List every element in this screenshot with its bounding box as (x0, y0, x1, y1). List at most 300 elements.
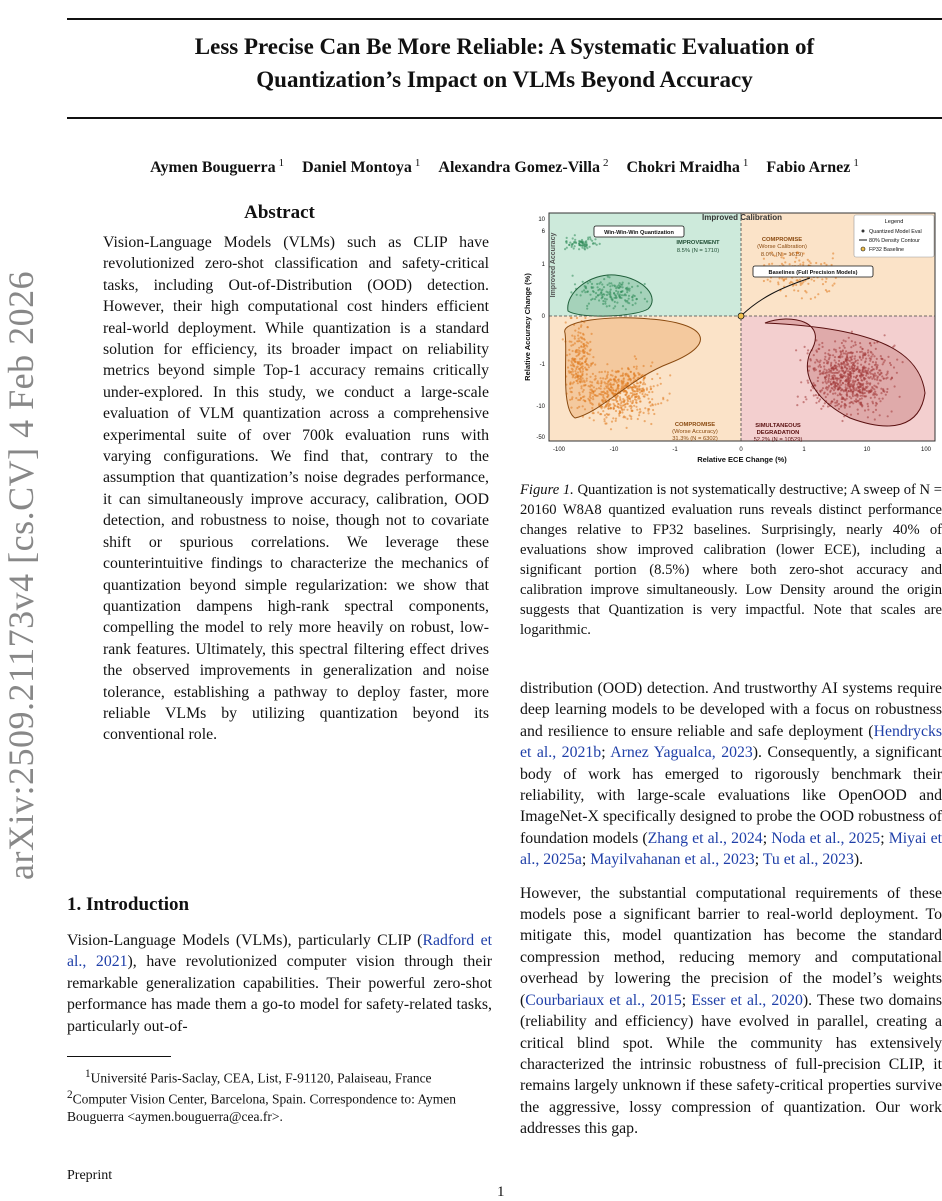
data-point (582, 281, 584, 283)
data-point (825, 289, 827, 291)
data-point (631, 392, 633, 394)
data-point (627, 400, 629, 402)
data-point (884, 334, 886, 336)
data-point (669, 393, 671, 395)
data-point (818, 400, 820, 402)
data-point (799, 263, 801, 265)
data-point (617, 403, 619, 405)
data-point (646, 394, 648, 396)
data-point (828, 290, 830, 292)
data-point (785, 295, 787, 297)
abstract-section (67, 200, 492, 746)
data-point (827, 405, 829, 407)
data-point (783, 279, 785, 281)
y-tick-label: -50 (536, 435, 545, 441)
data-point (793, 289, 795, 291)
data-point (660, 402, 662, 404)
data-point (781, 278, 783, 280)
data-point (805, 398, 807, 400)
data-point (597, 411, 599, 413)
x-tick-label: 1 (802, 447, 806, 453)
data-point (815, 262, 817, 264)
footnotes (67, 1066, 492, 1126)
data-point (612, 417, 614, 419)
data-point (643, 395, 645, 397)
data-point (851, 331, 853, 333)
citation-link[interactable]: Noda et al., 2025 (771, 829, 881, 847)
legend-baseline-icon (861, 247, 865, 251)
data-point (814, 296, 816, 298)
data-point (651, 391, 653, 393)
data-point (657, 384, 659, 386)
data-point (613, 399, 615, 401)
data-point (815, 402, 817, 404)
data-point (642, 383, 644, 385)
footnote-affiliation-1: $^1$Université Paris-Saclay, CEA, List, F-91120, Palaiseau, France (85, 1068, 432, 1086)
legend-title: Legend (884, 219, 904, 225)
data-point (637, 382, 639, 384)
x-tick-label: -100 (552, 447, 566, 453)
data-point (574, 234, 576, 236)
data-point (572, 237, 574, 239)
data-point (638, 414, 640, 416)
quadrant-sublabel: (Worse Accuracy) (672, 429, 718, 435)
data-point (644, 383, 646, 385)
x-tick-label: 10 (863, 447, 871, 453)
data-point (622, 405, 624, 407)
data-point (583, 248, 585, 250)
citation-link[interactable]: Esser et al., 2020 (691, 991, 803, 1009)
data-point (810, 262, 812, 264)
citation-link[interactable]: Courbariaux et al., 2015 (525, 991, 682, 1009)
data-point (634, 396, 636, 398)
data-point (651, 378, 653, 380)
x-tick-label: 100 (920, 447, 932, 453)
data-point (627, 395, 629, 397)
data-point (575, 241, 577, 243)
data-point (630, 400, 632, 402)
data-point (660, 383, 662, 385)
data-point (817, 293, 819, 295)
x-tick-label: 0 (739, 447, 743, 453)
data-point (578, 240, 580, 242)
data-point (816, 397, 818, 399)
data-point (566, 237, 568, 239)
data-point (792, 285, 794, 287)
data-point (614, 405, 616, 407)
data-point (590, 238, 592, 240)
data-point (647, 408, 649, 410)
x-tick-label: -1 (672, 447, 678, 453)
data-point (603, 406, 605, 408)
data-point (648, 391, 650, 393)
abstract-heading: Abstract (244, 202, 315, 223)
data-point (785, 278, 787, 280)
data-point (794, 261, 796, 263)
data-point (652, 404, 654, 406)
data-point (768, 263, 770, 265)
quadrant-label: COMPROMISE (761, 237, 803, 243)
data-point (777, 281, 779, 283)
data-point (565, 321, 567, 323)
data-point (620, 406, 622, 408)
data-point (601, 407, 603, 409)
data-point (769, 280, 771, 282)
data-point (605, 422, 607, 424)
quadrant-stats: 31.3% (N = 6302) (672, 436, 718, 442)
data-point (611, 421, 613, 423)
data-point (821, 278, 823, 280)
data-point (648, 412, 650, 414)
author: Daniel Montoya $^1$ (302, 157, 421, 177)
data-point (579, 244, 581, 246)
callout-win-win-win: Win-Win-Win Quantization (604, 230, 674, 236)
citation-link[interactable]: Tu et al., 2023 (762, 851, 854, 869)
data-point (648, 398, 650, 400)
data-point (803, 401, 805, 403)
data-point (644, 420, 646, 422)
data-point (618, 415, 620, 417)
data-point (797, 290, 799, 292)
legend (854, 215, 934, 257)
data-point (594, 238, 596, 240)
data-point (615, 420, 617, 422)
caption-label: Figure 1. (520, 482, 574, 498)
quadrant-label: SIMULTANEOUS (755, 423, 801, 429)
y-tick-label: 1 (541, 262, 545, 268)
footnote-correspondence: Correspondence to: Aymen Bouguerra <aymen.bouguerra@cea.fr>. (67, 1091, 456, 1124)
quadrant-sublabel: DEGRADATION (756, 430, 800, 436)
data-point (796, 404, 798, 406)
data-point (613, 406, 615, 408)
data-point (637, 397, 639, 399)
data-point (790, 281, 792, 283)
section-heading-introduction: 1. Introduction (67, 894, 190, 915)
data-point (602, 410, 604, 412)
data-point (815, 394, 817, 396)
introduction-text: Vision-Language Models (VLMs), particularly CLIP (Radford et al., 2021), have revolutionized computer vision through their remarkable generalization capabilities. Their powerful zero-shot performance has made them a go-to model for safety-related tasks, particularly out-of- (67, 932, 492, 1035)
data-point (584, 245, 586, 247)
data-point (636, 387, 638, 389)
data-point (789, 263, 791, 265)
footnote-rule (67, 1056, 171, 1057)
data-point (802, 264, 804, 266)
quadrant-sublabel: (Worse Calibration) (757, 244, 807, 250)
data-point (825, 281, 827, 283)
data-point (629, 398, 631, 400)
citation-link[interactable]: Arnez Yagualca, 2023 (610, 744, 753, 762)
citation-link[interactable]: Mayilvahanan et al., 2023 (590, 851, 755, 869)
data-point (807, 352, 809, 354)
quadrant-label: IMPROVEMENT (676, 240, 720, 246)
data-point (822, 283, 824, 285)
data-point (629, 405, 631, 407)
data-point (640, 400, 642, 402)
data-point (644, 283, 646, 285)
data-point (622, 416, 624, 418)
data-point (639, 411, 641, 413)
paragraph: However, the substantial computational requirements of these models pose a significant barrier to real-world deployment. To mitigate this, model quantization has become the standard compression method, reducing memory and computational overhead by lowering the precision of the model’s weights (Courbariaux et al., 2015; Esser et al., 2020). These two domains (reliability and efficiency) have evolved in parallel, creating a critical blind spot. While the community has extensively characterized the intrinsic robustness of full-precision CLIP, it remains largely unknown if these safety-critical properties survive the aggressive, lossy compression of quantization. Our work addresses this gap. (520, 884, 942, 1138)
data-point (802, 281, 804, 283)
data-point (616, 401, 618, 403)
data-point (807, 382, 809, 384)
title-top-rule (67, 18, 942, 20)
data-point (623, 401, 625, 403)
data-point (633, 405, 635, 407)
data-point (604, 414, 606, 416)
data-point (801, 297, 803, 299)
data-point (639, 391, 641, 393)
citation-link[interactable]: Radford et al., 2021 (67, 932, 492, 971)
data-point (784, 261, 786, 263)
figure-1-caption: Figure 1. Quantization is not systematically destructive; A sweep of N = 20160 W8A8 quantized evaluation runs reveals distinct performance changes relative to FP32 baselines. Surprisingly, nearly 40% of evaluations show improved calibration (lower ECE), including a significant portion (8.5%) where both zero-shot accuracy and calibration improve simultaneously. Low Density around the origin suggests that Quantization is very impactful. Note that scales are logarithmic. (520, 482, 942, 638)
data-point (634, 386, 636, 388)
data-point (763, 280, 765, 282)
data-point (654, 403, 656, 405)
data-point (804, 346, 806, 348)
data-point (795, 349, 797, 351)
data-point (800, 282, 802, 284)
data-point (823, 262, 825, 264)
data-point (650, 386, 652, 388)
data-point (621, 411, 623, 413)
legend-entry: FP32 Baseline (869, 247, 905, 253)
data-point (581, 242, 583, 244)
data-point (594, 242, 596, 244)
data-point (820, 263, 822, 265)
fp32-baseline-marker (738, 313, 744, 319)
citation-link[interactable]: Hendrycks et al., 2021b (520, 722, 942, 762)
data-point (807, 283, 809, 285)
footnote-affiliation-2: $^2$Computer Vision Center, Barcelona, Spain. Correspondence to: Aymen Bouguerra <aymen.bouguerra@cea.fr>. (67, 1089, 456, 1124)
data-point (586, 244, 588, 246)
introduction-text-continued (520, 678, 942, 1152)
data-point (644, 407, 646, 409)
data-point (825, 278, 827, 280)
data-point (569, 242, 571, 244)
data-point (624, 406, 626, 408)
data-point (584, 317, 586, 319)
data-point (586, 247, 588, 249)
data-point (797, 396, 799, 398)
data-point (619, 404, 621, 406)
citation-link[interactable]: Zhang et al., 2024 (647, 829, 763, 847)
data-point (574, 245, 576, 247)
data-point (608, 403, 610, 405)
legend-entry: 80% Density Contour (869, 238, 920, 244)
data-point (807, 349, 809, 351)
quadrant-stats: 52.2% (N = 10529) (753, 437, 803, 443)
data-point (566, 247, 568, 249)
data-point (819, 398, 821, 400)
data-point (587, 237, 589, 239)
data-point (630, 407, 632, 409)
data-point (662, 397, 664, 399)
data-point (626, 402, 628, 404)
data-point (610, 428, 612, 430)
data-point (572, 275, 574, 277)
paper-title: Less Precise Can Be More Reliable: A Systematic Evaluation of Quantization’s Impact on VLMs Beyond Accuracy (194, 34, 815, 92)
data-point (635, 406, 637, 408)
data-point (636, 390, 638, 392)
data-point (641, 393, 643, 395)
quadrant-stats: 8.5% (N = 1710) (676, 248, 720, 254)
data-point (632, 402, 634, 404)
author: Chokri Mraidha $^1$ (626, 157, 749, 177)
figure-1-scatter-plot (520, 203, 942, 468)
data-point (576, 317, 578, 319)
legend-entry: Quantized Model Eval (869, 229, 922, 235)
data-point (800, 381, 802, 383)
data-point (811, 278, 813, 280)
data-point (609, 407, 611, 409)
abstract-text: Vision-Language Models (VLMs) such as CLIP have revolutionized zero-shot classification and safety-critical tasks, including Out-of-Distribution (OOD) detection. However, their high computational cost hinders efficient real-world deployment. While quantization is a standard solution for efficiency, its broader impact on reliability metrics beyond simple Top-1 accuracy remains critically under-explored. In this study, we conduct a large-scale evaluation of VLM quantization across a comprehensive experimental suite of over 700k evaluation runs with varying configurations. We find that, contrary to the assumption that quantization’s noise degrades performance, it can simultaneously improve accuracy, calibration, OOD detection, and robustness to noise, though not to covariate shift or spurious correlations. We leverage these counterintuitive findings to characterize the mechanics of quantization beyond simple regularization: we show that quantization dampens high-rank spectral components, compelling the model to rely more heavily on robust, low-rank features. Ultimately, this spectral filtering effect drives the observed improvements in generalization and noise tolerance, establishing a pathway to deploy faster, more reliable VLMs by utilizing quantization beyond its conventional role. (103, 234, 489, 744)
data-point (807, 259, 809, 261)
data-point (653, 413, 655, 415)
author-list (67, 157, 942, 177)
data-point (638, 386, 640, 388)
data-point (813, 394, 815, 396)
chart-title: Improved Calibration (701, 213, 783, 222)
author: Fabio Arnez $^1$ (766, 157, 859, 177)
data-point (656, 373, 658, 375)
data-point (615, 418, 617, 420)
data-point (603, 418, 605, 420)
data-point (652, 409, 654, 411)
data-point (832, 284, 834, 286)
data-point (608, 413, 610, 415)
data-point (581, 247, 583, 249)
data-point (626, 409, 628, 411)
data-point (629, 386, 631, 388)
data-point (825, 264, 827, 266)
data-point (807, 380, 809, 382)
quadrant-label: COMPROMISE (674, 422, 716, 428)
data-point (810, 298, 812, 300)
data-point (599, 413, 601, 415)
data-point (637, 418, 639, 420)
data-point (626, 427, 628, 429)
data-point (636, 409, 638, 411)
data-point (822, 405, 824, 407)
preprint-label: Preprint (67, 1168, 113, 1183)
data-point (650, 423, 652, 425)
data-point (779, 277, 781, 279)
y-tick-label: -10 (536, 404, 545, 410)
data-point (833, 283, 835, 285)
data-point (641, 390, 643, 392)
author: Aymen Bouguerra $^1$ (150, 157, 285, 177)
data-point (634, 398, 636, 400)
data-point (841, 420, 843, 422)
data-point (799, 279, 801, 281)
data-point (573, 247, 575, 249)
data-point (626, 418, 628, 420)
data-point (808, 260, 810, 262)
data-point (635, 393, 637, 395)
data-point (585, 240, 587, 242)
data-point (796, 279, 798, 281)
data-point (805, 291, 807, 293)
data-point (574, 239, 576, 241)
data-point (813, 280, 815, 282)
data-point (593, 412, 595, 414)
data-point (589, 417, 591, 419)
data-point (653, 385, 655, 387)
data-point (562, 338, 564, 340)
data-point (568, 244, 570, 246)
data-point (646, 389, 648, 391)
data-point (593, 419, 595, 421)
data-point (639, 408, 641, 410)
callout-baselines: Baselines (Full Precision Models) (768, 270, 858, 276)
data-point (798, 259, 800, 261)
data-point (649, 401, 651, 403)
data-point (592, 243, 594, 245)
data-point (824, 402, 826, 404)
data-point (606, 404, 608, 406)
data-point (771, 263, 773, 265)
data-point (643, 412, 645, 414)
data-point (643, 377, 645, 379)
data-point (651, 398, 653, 400)
data-point (574, 283, 576, 285)
title-bottom-rule (67, 117, 942, 119)
data-point (589, 246, 591, 248)
data-point (599, 243, 601, 245)
data-point (650, 388, 652, 390)
data-point (642, 387, 644, 389)
data-point (820, 408, 822, 410)
data-point (832, 257, 834, 259)
data-point (669, 374, 671, 376)
data-point (810, 389, 812, 391)
data-point (657, 403, 659, 405)
data-point (832, 252, 834, 254)
data-point (564, 248, 566, 250)
page-number: 1 (497, 1184, 505, 1200)
data-point (626, 393, 628, 395)
data-point (631, 410, 633, 412)
data-point (795, 284, 797, 286)
y-side-label: Improved Accuracy (550, 232, 557, 298)
citation-link[interactable]: Miyai et al., 2025a (520, 829, 942, 869)
author: Alexandra Gomez-Villa $^2$ (438, 157, 609, 177)
y-tick-label: 0 (541, 314, 545, 320)
data-point (666, 399, 668, 401)
x-axis-label: Relative ECE Change (%) (697, 455, 787, 464)
paragraph: distribution (OOD) detection. And trustworthy AI systems require deep learning models to be developed with a focus on robustness and resilience to ensure reliable and safe deployment (Hendrycks et al., 2021b; Arnez Yagualca, 2023). Consequently, a significant body of work has emerged to rigorously benchmark their reliability, with large-scale evaluations like OpenOOD and ImageNet-X specifically designed to probe the OOD robustness of foundation models (Zhang et al., 2024; Noda et al., 2025; Miyai et al., 2025a; Mayilvahanan et al., 2023; Tu et al., 2023). (520, 680, 942, 869)
figure-1 (520, 203, 942, 468)
legend-point-icon (862, 230, 865, 233)
x-tick-label: -10 (609, 447, 619, 453)
data-point (619, 412, 621, 414)
data-point (570, 291, 572, 293)
data-point (605, 416, 607, 418)
data-point (571, 244, 573, 246)
data-point (615, 397, 617, 399)
data-point (800, 284, 802, 286)
data-point (631, 395, 633, 397)
data-point (804, 396, 806, 398)
data-point (636, 402, 638, 404)
arxiv-identifier[interactable]: arXiv:2509.21173v4 [cs.CV] 4 Feb 2026 (1, 270, 41, 880)
data-point (640, 381, 642, 383)
data-point (617, 395, 619, 397)
data-point (570, 317, 572, 319)
data-point (630, 418, 632, 420)
data-point (566, 242, 568, 244)
